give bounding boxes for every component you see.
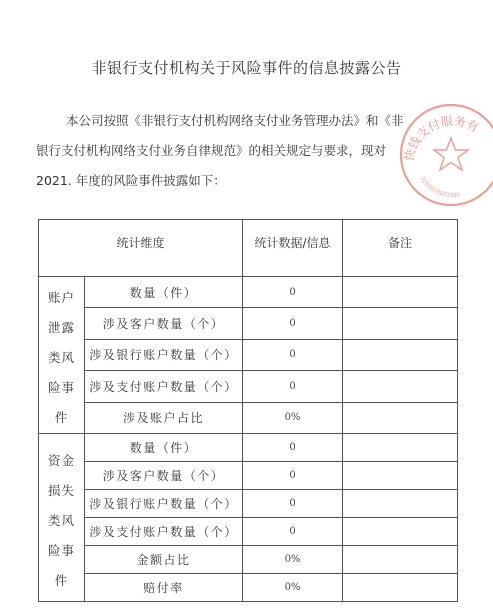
row-remark [343,546,458,574]
paragraph-line-1: 本公司按照《非银行支付机构网络支付业务管理办法》和《非 [66,113,404,128]
company-seal [396,100,493,210]
row-value: 0 [243,371,343,402]
header-data: 统计数据/信息 [243,220,343,277]
table-row [39,277,458,308]
header-remarks: 备注 [343,220,458,277]
row-value: 0% [243,402,343,433]
row-item: 涉及客户数量（个） [85,308,243,339]
table-row [39,308,458,339]
category-fund-loss: 资金 损失 类风 险事 件 [39,434,85,602]
row-value: 0 [243,339,343,370]
table-row [39,434,458,462]
table-row [39,574,458,602]
row-item: 涉及银行账户数量（个） [85,490,243,518]
row-item: 涉及银行账户数量（个） [85,339,243,370]
row-value: 0 [243,434,343,462]
row-item: 数量（件） [85,434,243,462]
header-dimension: 统计维度 [39,220,243,277]
row-item: 涉及支付账户数量（个） [85,518,243,546]
table-row [39,490,458,518]
row-value: 0 [243,277,343,308]
row-item: 数量（件） [85,277,243,308]
row-value: 0 [243,490,343,518]
risk-event-table [38,219,458,602]
table-row [39,371,458,402]
row-item: 金额占比 [85,546,243,574]
seal-serial: 3201010031106 [418,175,461,200]
paragraph-line-3: 2021. 年度的风险事件披露如下： [36,173,226,188]
paragraph-line-2: 银行支付机构网络支付业务自律规范》的相关规定与要求，现对 [36,143,387,158]
row-remark [343,402,458,433]
row-remark [343,339,458,370]
row-value: 0 [243,308,343,339]
row-item: 赔付率 [85,574,243,602]
table-row [39,518,458,546]
row-remark [343,462,458,490]
row-remark [343,518,458,546]
row-remark [343,277,458,308]
table-row [39,462,458,490]
document-title: 非银行支付机构关于风险事件的信息披露公告 [91,59,402,77]
row-remark [343,308,458,339]
table-row [39,339,458,370]
row-value: 0 [243,462,343,490]
row-item: 涉及支付账户数量（个） [85,371,243,402]
row-value: 0% [243,546,343,574]
star-icon [434,138,468,170]
row-value: 0 [243,518,343,546]
row-remark [343,434,458,462]
table-header-row [39,220,458,277]
row-remark [343,490,458,518]
row-item: 涉及客户数量（个） [85,462,243,490]
table-row [39,546,458,574]
row-value: 0% [243,574,343,602]
category-account-leak: 账户 泄露 类风 险事 件 [39,277,85,434]
row-item: 涉及账户占比 [85,402,243,433]
row-remark [343,574,458,602]
table-row [39,402,458,433]
seal-arc-text: 快钱支付服务有 [401,113,482,163]
row-remark [343,371,458,402]
